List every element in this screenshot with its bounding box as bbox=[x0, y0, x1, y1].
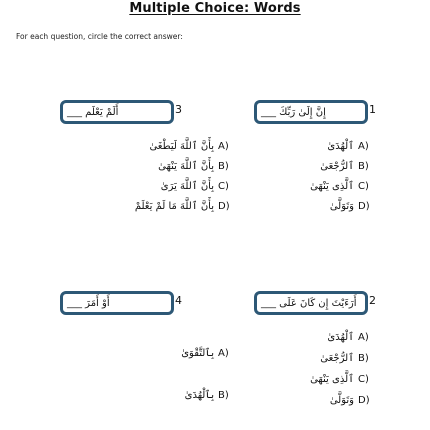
question-number: 4 bbox=[175, 294, 182, 307]
question-prompt-box bbox=[60, 100, 174, 124]
options-list bbox=[268, 136, 378, 216]
option-letter: A) bbox=[358, 332, 369, 343]
option-text: بِٱلْهُدَىٰ bbox=[184, 389, 214, 401]
instructions-text: For each question, circle the correct answer: bbox=[16, 32, 183, 41]
option-text: بِأَنَّ ٱللَّهَ لَيَطْغَىٰ bbox=[149, 140, 214, 152]
option-c[interactable] bbox=[128, 176, 238, 196]
question-number: 1 bbox=[369, 103, 376, 116]
question-prompt-box bbox=[254, 100, 368, 124]
option-a[interactable] bbox=[268, 327, 378, 348]
options-list bbox=[128, 136, 238, 216]
option-letter: C) bbox=[358, 374, 369, 385]
option-text: ٱلَّذِى يَنْهَىٰ bbox=[310, 180, 354, 192]
question-number: 2 bbox=[369, 294, 376, 307]
option-text: ٱلرُّجْعَىٰ bbox=[320, 160, 354, 172]
option-text: بِٱلتَّقْوَىٰ bbox=[181, 347, 214, 359]
question-prompt: أَلَمْ يَعْلَم ___ bbox=[67, 106, 119, 118]
question-header bbox=[254, 100, 394, 126]
option-text: ٱلَّذِى يَنْهَىٰ bbox=[310, 374, 354, 385]
option-d[interactable] bbox=[268, 390, 378, 411]
question-3 bbox=[60, 100, 230, 212]
option-a[interactable] bbox=[128, 341, 238, 365]
question-1 bbox=[254, 100, 394, 212]
option-c[interactable] bbox=[268, 176, 378, 196]
question-prompt-box bbox=[60, 291, 174, 315]
option-c[interactable] bbox=[268, 369, 378, 390]
option-a[interactable] bbox=[128, 136, 238, 156]
question-prompt: أَرَءَيْتَ إِن كَانَ عَلَى ___ bbox=[261, 297, 357, 309]
option-d[interactable] bbox=[128, 196, 238, 216]
option-letter: C) bbox=[358, 180, 369, 192]
option-letter: B) bbox=[218, 160, 229, 172]
option-letter: D) bbox=[358, 200, 370, 212]
options-list bbox=[128, 341, 238, 407]
option-text: بِأَنَّ ٱللَّهَ يَرَىٰ bbox=[160, 180, 214, 192]
question-header bbox=[254, 291, 394, 317]
option-letter: C) bbox=[218, 180, 229, 192]
option-b[interactable] bbox=[268, 348, 378, 369]
worksheet-title: Multiple Choice: Words bbox=[129, 1, 301, 16]
question-prompt: أَوْ أَمَرَ ___ bbox=[67, 297, 110, 309]
question-header bbox=[60, 100, 200, 126]
question-header bbox=[60, 291, 200, 317]
question-number: 3 bbox=[175, 103, 182, 116]
option-letter: B) bbox=[358, 160, 369, 172]
option-letter: B) bbox=[218, 389, 229, 401]
question-4 bbox=[60, 291, 229, 401]
option-text: بِأَنَّ ٱللَّهَ يَنْهَىٰ bbox=[158, 160, 214, 172]
option-text: ٱلْهُدَىٰ bbox=[327, 140, 354, 152]
option-letter: B) bbox=[358, 353, 369, 364]
option-d[interactable] bbox=[268, 196, 378, 216]
option-text: وَتَوَلَّىٰ bbox=[329, 200, 354, 212]
option-text: بِأَنَّ ٱللَّهَ مَا لَمْ يَعْلَمْ bbox=[134, 200, 214, 212]
question-prompt: إِنَّ إِلَىٰ رَبِّكَ ___ bbox=[261, 106, 326, 118]
option-letter: A) bbox=[218, 347, 229, 359]
option-letter: A) bbox=[218, 140, 229, 152]
option-letter: D) bbox=[358, 395, 370, 406]
option-letter: D) bbox=[218, 200, 230, 212]
option-text: وَتَوَلَّىٰ bbox=[329, 395, 354, 406]
question-prompt-box bbox=[254, 291, 368, 315]
option-letter: A) bbox=[358, 140, 369, 152]
option-b[interactable] bbox=[128, 156, 238, 176]
option-a[interactable] bbox=[268, 136, 378, 156]
question-2 bbox=[254, 291, 394, 406]
option-text: ٱلْهُدَىٰ bbox=[327, 332, 354, 343]
option-b[interactable] bbox=[268, 156, 378, 176]
options-list bbox=[268, 327, 378, 411]
option-b[interactable] bbox=[128, 383, 238, 407]
option-text: ٱلرُّجْعَىٰ bbox=[320, 353, 354, 364]
